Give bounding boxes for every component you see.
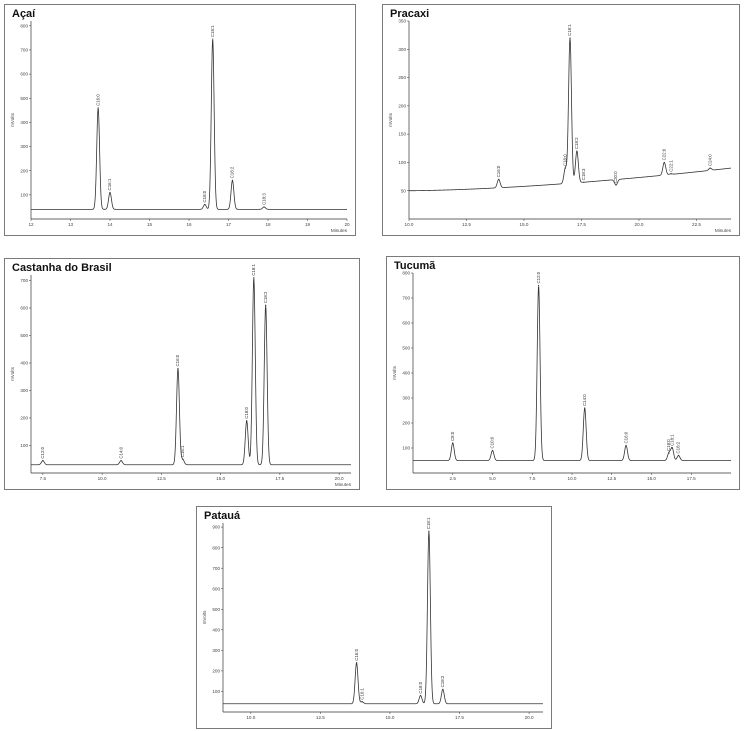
- y-tick-label: 800: [212, 545, 220, 551]
- y-tick-label: 100: [20, 443, 28, 449]
- chart-panel-acai: [4, 4, 356, 236]
- x-tick-label: 20.0: [634, 222, 644, 227]
- peak-point-c16-0: [498, 179, 499, 180]
- peak-label-c16-0: C16:0: [495, 165, 501, 178]
- x-tick-label: 20: [344, 222, 350, 227]
- x-tick-label: 19: [304, 222, 311, 227]
- chart-panel-pracaxi: [382, 4, 740, 236]
- peak-label-c22-0: C22:0: [661, 148, 667, 161]
- peak-point-c18-0: [565, 167, 566, 168]
- chromatogram-trace: [223, 531, 543, 703]
- y-tick-label: 500: [402, 345, 410, 351]
- x-tick-label: 18: [265, 222, 271, 227]
- y-tick-label: 500: [20, 333, 28, 339]
- peak-point-c16-1: [182, 459, 183, 460]
- chart-title: Tucumã: [394, 260, 436, 272]
- chromatogram-pracaxi: [383, 5, 739, 235]
- chromatogram-castanha-do-brasil: [5, 259, 359, 489]
- peak-label-c18-0: C18:0: [666, 439, 672, 451]
- peak-label-c20-0: C20:0: [613, 171, 619, 184]
- chromatogram-tucuma: [387, 257, 739, 489]
- chart-panel-tucuma: [386, 256, 740, 490]
- y-tick-label: 50: [400, 188, 406, 194]
- x-tick-label: 17: [225, 222, 232, 227]
- x-tick-label: 12.5: [315, 715, 325, 720]
- peak-point-c18-1: [672, 447, 673, 448]
- peak-label-c16-1: C16:1: [359, 688, 365, 700]
- chromatogram-pataua: [197, 507, 551, 728]
- x-tick-label: 17.5: [455, 715, 464, 720]
- y-tick-label: 800: [402, 270, 410, 276]
- peak-label-c18-0: C18:0: [243, 407, 249, 419]
- x-tick-label: 15.0: [519, 222, 529, 227]
- y-tick-label: 200: [402, 420, 410, 426]
- y-tick-label: 400: [20, 120, 28, 126]
- y-axis-label: mVolts: [202, 610, 207, 625]
- x-tick-label: 15.0: [647, 476, 656, 481]
- y-tick-label: 100: [20, 192, 28, 198]
- peak-point-c22-1: [671, 173, 672, 174]
- peak-label-c18-0: C18:0: [202, 190, 207, 203]
- y-axis-label: mVolts: [388, 113, 393, 127]
- peak-label-c18-1: C18:1: [426, 517, 432, 530]
- chart-title: Pracaxi: [390, 8, 430, 20]
- chart-title: Açaí: [12, 8, 36, 20]
- x-tick-label: 12: [28, 222, 34, 227]
- x-tick-label: 7.5: [39, 476, 47, 481]
- x-tick-label: 17.5: [686, 476, 696, 481]
- x-tick-label: 15.0: [385, 715, 395, 720]
- peak-point-c18-0: [668, 452, 669, 453]
- y-axis-label: mVolts: [392, 366, 397, 380]
- y-tick-label: 100: [212, 689, 220, 695]
- y-axis-label: mVolts: [10, 113, 15, 127]
- x-axis-label: Minutes: [714, 228, 731, 233]
- peak-label-c16-1: C16:1: [179, 445, 185, 458]
- peak-point-c18-2: [442, 689, 443, 690]
- peak-point-c14-0: [120, 460, 121, 461]
- peak-label-c12-0: C12:0: [40, 446, 46, 459]
- peak-point-c16-1: [362, 701, 363, 702]
- peak-label-c12-0: C12:0: [535, 271, 541, 284]
- x-tick-label: 10.0: [97, 476, 107, 481]
- x-tick-label: 22.5: [692, 222, 701, 227]
- x-axis-label: Minutes: [334, 482, 351, 487]
- y-tick-label: 200: [20, 415, 28, 421]
- x-tick-label: 10.0: [404, 222, 414, 227]
- peak-label-c18-1: C18:1: [669, 434, 675, 446]
- peak-label-c14-0: C14:0: [581, 394, 587, 406]
- y-tick-label: 600: [402, 320, 410, 326]
- y-tick-label: 400: [20, 360, 28, 366]
- x-tick-label: 17.5: [275, 476, 285, 481]
- y-tick-label: 350: [398, 18, 406, 24]
- x-tick-label: 2.5: [449, 476, 456, 481]
- peak-point-c8-0: [452, 442, 453, 443]
- peak-label-c22-1: C22:1: [668, 160, 674, 172]
- peak-label-c18-0: C18:0: [562, 154, 568, 167]
- peak-label-c10-0: C10:0: [489, 436, 495, 449]
- chart-title: Castanha do Brasil: [12, 262, 112, 274]
- peak-point-c18-2: [576, 151, 577, 152]
- peak-point-c20-0: [615, 184, 616, 185]
- peak-point-c16-0: [356, 662, 357, 663]
- x-tick-label: 10.0: [567, 476, 577, 481]
- chart-title: Patauá: [204, 510, 241, 522]
- y-tick-label: 300: [212, 647, 220, 653]
- y-tick-label: 300: [20, 388, 28, 394]
- peak-label-c18-2: C18:2: [675, 441, 681, 454]
- peak-label-c18-2: C18:2: [574, 137, 580, 150]
- y-axis-label: mVolts: [10, 367, 15, 381]
- peak-point-c18-1: [253, 277, 254, 278]
- peak-point-c16-0: [177, 368, 178, 369]
- peak-label-c14-0: C14:0: [118, 446, 124, 459]
- peak-point-c14-0: [584, 407, 585, 408]
- y-tick-label: 200: [398, 103, 406, 109]
- chromatogram-trace: [31, 278, 351, 464]
- y-tick-label: 400: [402, 370, 410, 376]
- peak-label-c18-1: C18:1: [567, 24, 573, 36]
- y-tick-label: 500: [20, 95, 28, 101]
- y-tick-label: 700: [20, 278, 28, 284]
- chart-panel-castanha-do-brasil: [4, 258, 360, 490]
- y-tick-label: 700: [20, 47, 28, 53]
- y-tick-label: 900: [212, 524, 220, 530]
- y-tick-label: 300: [398, 46, 406, 52]
- peak-point-c18-2: [678, 455, 679, 456]
- peak-label-c16-0: C16:0: [175, 354, 181, 367]
- peak-point-c18-0: [204, 204, 205, 205]
- peak-label-c16-1: C16:1: [107, 178, 113, 191]
- x-tick-label: 15: [146, 222, 153, 227]
- x-tick-label: 5.0: [489, 476, 496, 481]
- x-tick-label: 12.5: [462, 222, 471, 227]
- peak-label-c18-0: C18:0: [417, 681, 423, 694]
- chromatogram-trace: [413, 287, 731, 461]
- y-tick-label: 800: [20, 23, 28, 29]
- y-tick-label: 100: [402, 445, 410, 451]
- y-tick-label: 150: [398, 131, 406, 137]
- y-tick-label: 100: [398, 160, 406, 166]
- peak-point-c24-0: [710, 167, 711, 168]
- peak-point-c12-0: [538, 285, 539, 286]
- peak-point-c16-1: [109, 192, 110, 193]
- x-tick-label: 14: [107, 222, 113, 227]
- y-tick-label: 300: [20, 144, 28, 150]
- peak-label-c18-1: C18:1: [209, 25, 215, 38]
- chromatogram-trace: [409, 38, 731, 191]
- x-axis-label: Minutes: [330, 228, 347, 233]
- chromatogram-trace: [31, 40, 347, 209]
- peak-label-c18-2: C18:2: [229, 166, 235, 179]
- y-tick-label: 600: [20, 71, 28, 77]
- y-tick-label: 500: [212, 606, 220, 612]
- x-tick-label: 10.0: [246, 715, 256, 720]
- peak-point-c18-3: [583, 182, 584, 183]
- peak-point-c18-1: [569, 37, 570, 38]
- x-tick-label: 16: [186, 222, 192, 227]
- peak-point-c16-0: [98, 107, 99, 108]
- x-tick-label: 12.5: [156, 476, 166, 481]
- peak-point-c12-0: [42, 460, 43, 461]
- chromatogram-acai: [5, 5, 355, 235]
- x-tick-label: 20.0: [524, 715, 534, 720]
- peak-label-c18-3: C18:3: [581, 168, 586, 181]
- peak-point-c22-0: [664, 162, 665, 163]
- y-tick-label: 600: [20, 305, 28, 311]
- peak-point-c18-2: [232, 180, 233, 181]
- peak-label-c18-2: C18:2: [440, 675, 446, 688]
- peak-label-c18-3: C18:3: [261, 193, 267, 205]
- x-tick-label: 20.0: [334, 476, 344, 481]
- y-tick-label: 200: [212, 668, 220, 674]
- x-tick-label: 13: [67, 222, 74, 227]
- peak-point-c10-0: [492, 450, 493, 451]
- x-tick-label: 12.5: [607, 476, 617, 481]
- peak-point-c18-3: [263, 206, 264, 207]
- y-tick-label: 300: [402, 395, 410, 401]
- peak-label-c16-0: C16:0: [95, 94, 101, 106]
- peak-label-c8-0: C8:0: [449, 431, 455, 441]
- y-tick-label: 700: [212, 565, 220, 571]
- peak-label-c18-1: C18:1: [251, 264, 257, 276]
- peak-point-c18-2: [265, 305, 266, 306]
- peak-point-c18-0: [246, 420, 247, 421]
- y-tick-label: 200: [20, 168, 28, 174]
- peak-point-c16-0: [625, 445, 626, 446]
- y-tick-label: 700: [402, 295, 410, 301]
- x-tick-label: 17.5: [577, 222, 586, 227]
- chart-panel-pataua: [196, 506, 552, 729]
- peak-label-c16-0: C16:0: [623, 431, 629, 444]
- peak-point-c18-1: [212, 39, 213, 40]
- y-tick-label: 400: [212, 627, 220, 633]
- y-tick-label: 600: [212, 586, 220, 592]
- peak-point-c18-0: [420, 695, 421, 696]
- y-tick-label: 250: [398, 75, 406, 81]
- peak-label-c24-0: C24:0: [707, 154, 713, 167]
- peak-point-c18-1: [428, 531, 429, 532]
- peak-label-c16-0: C16:0: [353, 648, 359, 661]
- x-tick-label: 15.0: [216, 476, 226, 481]
- x-tick-label: 7.5: [529, 476, 536, 481]
- peak-label-c18-2: C18:2: [262, 291, 268, 304]
